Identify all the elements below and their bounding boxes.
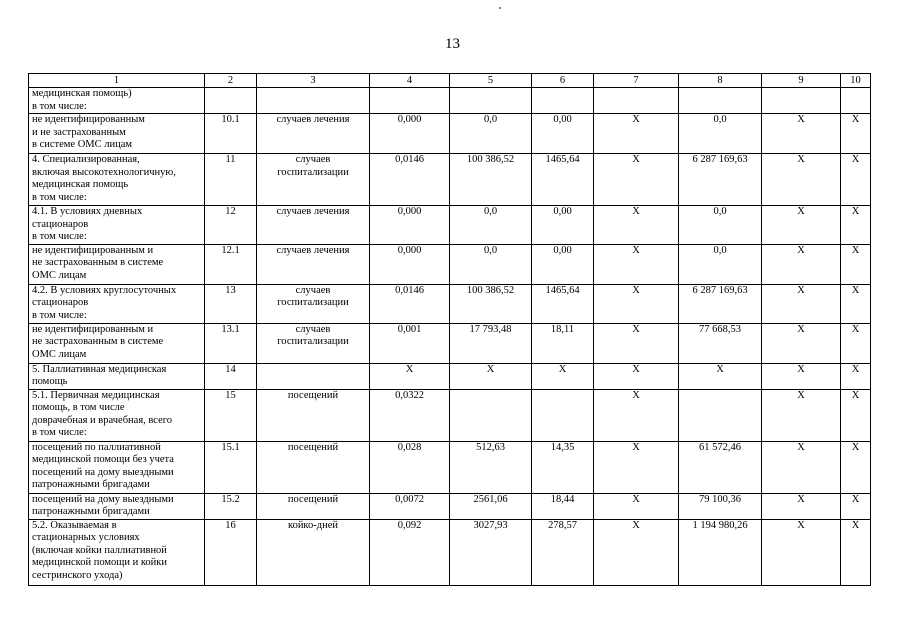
table-cell: [257, 88, 370, 114]
table-cell: 15.1: [205, 441, 257, 493]
table-cell: X: [762, 363, 841, 389]
table-cell: 3027,93: [450, 519, 532, 585]
table-cell: [679, 389, 762, 441]
table-cell: 0,000: [370, 244, 450, 284]
table-cell: X: [594, 206, 679, 245]
table-cell: 18,44: [532, 493, 594, 519]
table-cell: 11: [205, 154, 257, 206]
table-cell: [450, 88, 532, 114]
table-cell: [594, 88, 679, 114]
table-cell: 0,0072: [370, 493, 450, 519]
table-row: [29, 441, 871, 493]
table-cell: 77 668,53: [679, 323, 762, 363]
table-cell: X: [762, 519, 841, 585]
table-cell: X: [594, 284, 679, 323]
table-cell: 1465,64: [532, 154, 594, 206]
page-number: 13: [445, 36, 460, 52]
table-cell: X: [762, 493, 841, 519]
table-cell: 0,0: [679, 114, 762, 154]
row-label-cell: 4.1. В условиях дневных стационаров в том числе:: [29, 206, 205, 245]
table-cell: X: [594, 389, 679, 441]
table-cell: 0,00: [532, 244, 594, 284]
table-cell: посещений: [257, 441, 370, 493]
table-cell: случаев госпитализации: [257, 284, 370, 323]
table-cell: X: [594, 244, 679, 284]
table-cell: случаев госпитализации: [257, 154, 370, 206]
row-label-cell: медицинская помощь) в том числе:: [29, 88, 205, 114]
table-cell: X: [370, 363, 450, 389]
table-cell: X: [841, 323, 871, 363]
column-header: 10: [841, 74, 871, 88]
table-cell: [762, 88, 841, 114]
table-cell: X: [679, 363, 762, 389]
table-row: [29, 154, 871, 206]
row-label-cell: 5.2. Оказываемая в стационарных условиях (включая койки паллиативной медицинской помощи и койки сестринского ухода): [29, 519, 205, 585]
row-label-cell: 4.2. В условиях круглосуточных стационаров в том числе:: [29, 284, 205, 323]
table-cell: 12: [205, 206, 257, 245]
table-row: [29, 244, 871, 284]
row-label-cell: не идентифицированным и не застрахованным в системе ОМС лицам: [29, 323, 205, 363]
table-cell: X: [841, 519, 871, 585]
column-header: 7: [594, 74, 679, 88]
row-label-cell: не идентифицированным и не застрахованным в системе ОМС лицам: [29, 244, 205, 284]
table-cell: случаев госпитализации: [257, 323, 370, 363]
table-cell: 512,63: [450, 441, 532, 493]
table-cell: 18,11: [532, 323, 594, 363]
table-row: [29, 519, 871, 585]
table-cell: 0,0146: [370, 284, 450, 323]
table-cell: [205, 88, 257, 114]
table-row: [29, 363, 871, 389]
table-row: [29, 389, 871, 441]
table-cell: X: [762, 284, 841, 323]
table-row: [29, 323, 871, 363]
table-cell: X: [594, 154, 679, 206]
table-cell: X: [450, 363, 532, 389]
table-cell: X: [762, 323, 841, 363]
table-cell: X: [532, 363, 594, 389]
table-cell: [532, 389, 594, 441]
table-cell: 0,0: [450, 244, 532, 284]
table-cell: 14,35: [532, 441, 594, 493]
table-cell: 13: [205, 284, 257, 323]
table-cell: [370, 88, 450, 114]
data-table: [28, 73, 871, 586]
table-cell: 0,00: [532, 206, 594, 245]
table-cell: X: [594, 519, 679, 585]
table-cell: X: [841, 284, 871, 323]
table-cell: 0,092: [370, 519, 450, 585]
table-cell: 278,57: [532, 519, 594, 585]
table-cell: 15.2: [205, 493, 257, 519]
table-cell: 0,028: [370, 441, 450, 493]
table-body: [29, 88, 871, 586]
table-cell: X: [841, 206, 871, 245]
column-header: 3: [257, 74, 370, 88]
table-cell: случаев лечения: [257, 114, 370, 154]
table-cell: 0,00: [532, 114, 594, 154]
table-cell: посещений: [257, 493, 370, 519]
column-header: 1: [29, 74, 205, 88]
scan-speck: [499, 7, 501, 9]
table-cell: посещений: [257, 389, 370, 441]
table-cell: X: [841, 244, 871, 284]
row-label-cell: посещений по паллиативной медицинской помощи без учета посещений на дому выездными патронажными бригадами: [29, 441, 205, 493]
table-row: [29, 206, 871, 245]
table-cell: 17 793,48: [450, 323, 532, 363]
table-cell: 2561,06: [450, 493, 532, 519]
column-header: 5: [450, 74, 532, 88]
table-cell: 0,0: [679, 206, 762, 245]
table-cell: X: [594, 441, 679, 493]
table-cell: X: [841, 441, 871, 493]
table-cell: 0,0: [450, 206, 532, 245]
table-cell: X: [762, 244, 841, 284]
table-cell: [532, 88, 594, 114]
table-cell: X: [841, 114, 871, 154]
table-cell: 0,001: [370, 323, 450, 363]
table-cell: 0,0: [450, 114, 532, 154]
table-cell: 0,0322: [370, 389, 450, 441]
column-header: 9: [762, 74, 841, 88]
table-cell: 0,000: [370, 206, 450, 245]
row-label-cell: 5. Паллиативная медицинская помощь: [29, 363, 205, 389]
table-row: [29, 88, 871, 114]
table-cell: [841, 88, 871, 114]
table-row: [29, 284, 871, 323]
table-cell: [679, 88, 762, 114]
table-cell: случаев лечения: [257, 206, 370, 245]
table-cell: 13.1: [205, 323, 257, 363]
row-label-cell: посещений на дому выездными патронажными бригадами: [29, 493, 205, 519]
column-header: 2: [205, 74, 257, 88]
table-cell: X: [594, 114, 679, 154]
table-cell: X: [594, 323, 679, 363]
table-cell: X: [762, 389, 841, 441]
column-header: 4: [370, 74, 450, 88]
header-row: [29, 74, 871, 88]
table-cell: X: [841, 389, 871, 441]
table-cell: 79 100,36: [679, 493, 762, 519]
table-cell: X: [762, 114, 841, 154]
row-label-cell: 5.1. Первичная медицинская помощь, в том числе доврачебная и врачебная, всего в том числе:: [29, 389, 205, 441]
row-label-cell: не идентифицированным и не застрахованным в системе ОМС лицам: [29, 114, 205, 154]
table-cell: 0,0146: [370, 154, 450, 206]
table-cell: 10.1: [205, 114, 257, 154]
table-cell: X: [841, 154, 871, 206]
table-cell: X: [762, 441, 841, 493]
column-header: 8: [679, 74, 762, 88]
table-cell: 61 572,46: [679, 441, 762, 493]
table-cell: 6 287 169,63: [679, 284, 762, 323]
table-cell: случаев лечения: [257, 244, 370, 284]
table-cell: [257, 363, 370, 389]
table-cell: X: [841, 363, 871, 389]
table-row: [29, 114, 871, 154]
table-cell: X: [594, 363, 679, 389]
table-cell: X: [762, 154, 841, 206]
table-cell: [450, 389, 532, 441]
table-cell: X: [762, 206, 841, 245]
table-cell: X: [594, 493, 679, 519]
table-cell: 14: [205, 363, 257, 389]
row-label-cell: 4. Специализированная, включая высокотехнологичную, медицинская помощь в том числе:: [29, 154, 205, 206]
table-cell: койко-дней: [257, 519, 370, 585]
table-row: [29, 493, 871, 519]
table-cell: 100 386,52: [450, 154, 532, 206]
table-cell: 1465,64: [532, 284, 594, 323]
table-cell: 15: [205, 389, 257, 441]
table-cell: 100 386,52: [450, 284, 532, 323]
column-header: 6: [532, 74, 594, 88]
table-cell: 6 287 169,63: [679, 154, 762, 206]
table-cell: 16: [205, 519, 257, 585]
table-cell: 12.1: [205, 244, 257, 284]
table-cell: 0,000: [370, 114, 450, 154]
table-cell: 1 194 980,26: [679, 519, 762, 585]
table-cell: 0,0: [679, 244, 762, 284]
table-cell: X: [841, 493, 871, 519]
